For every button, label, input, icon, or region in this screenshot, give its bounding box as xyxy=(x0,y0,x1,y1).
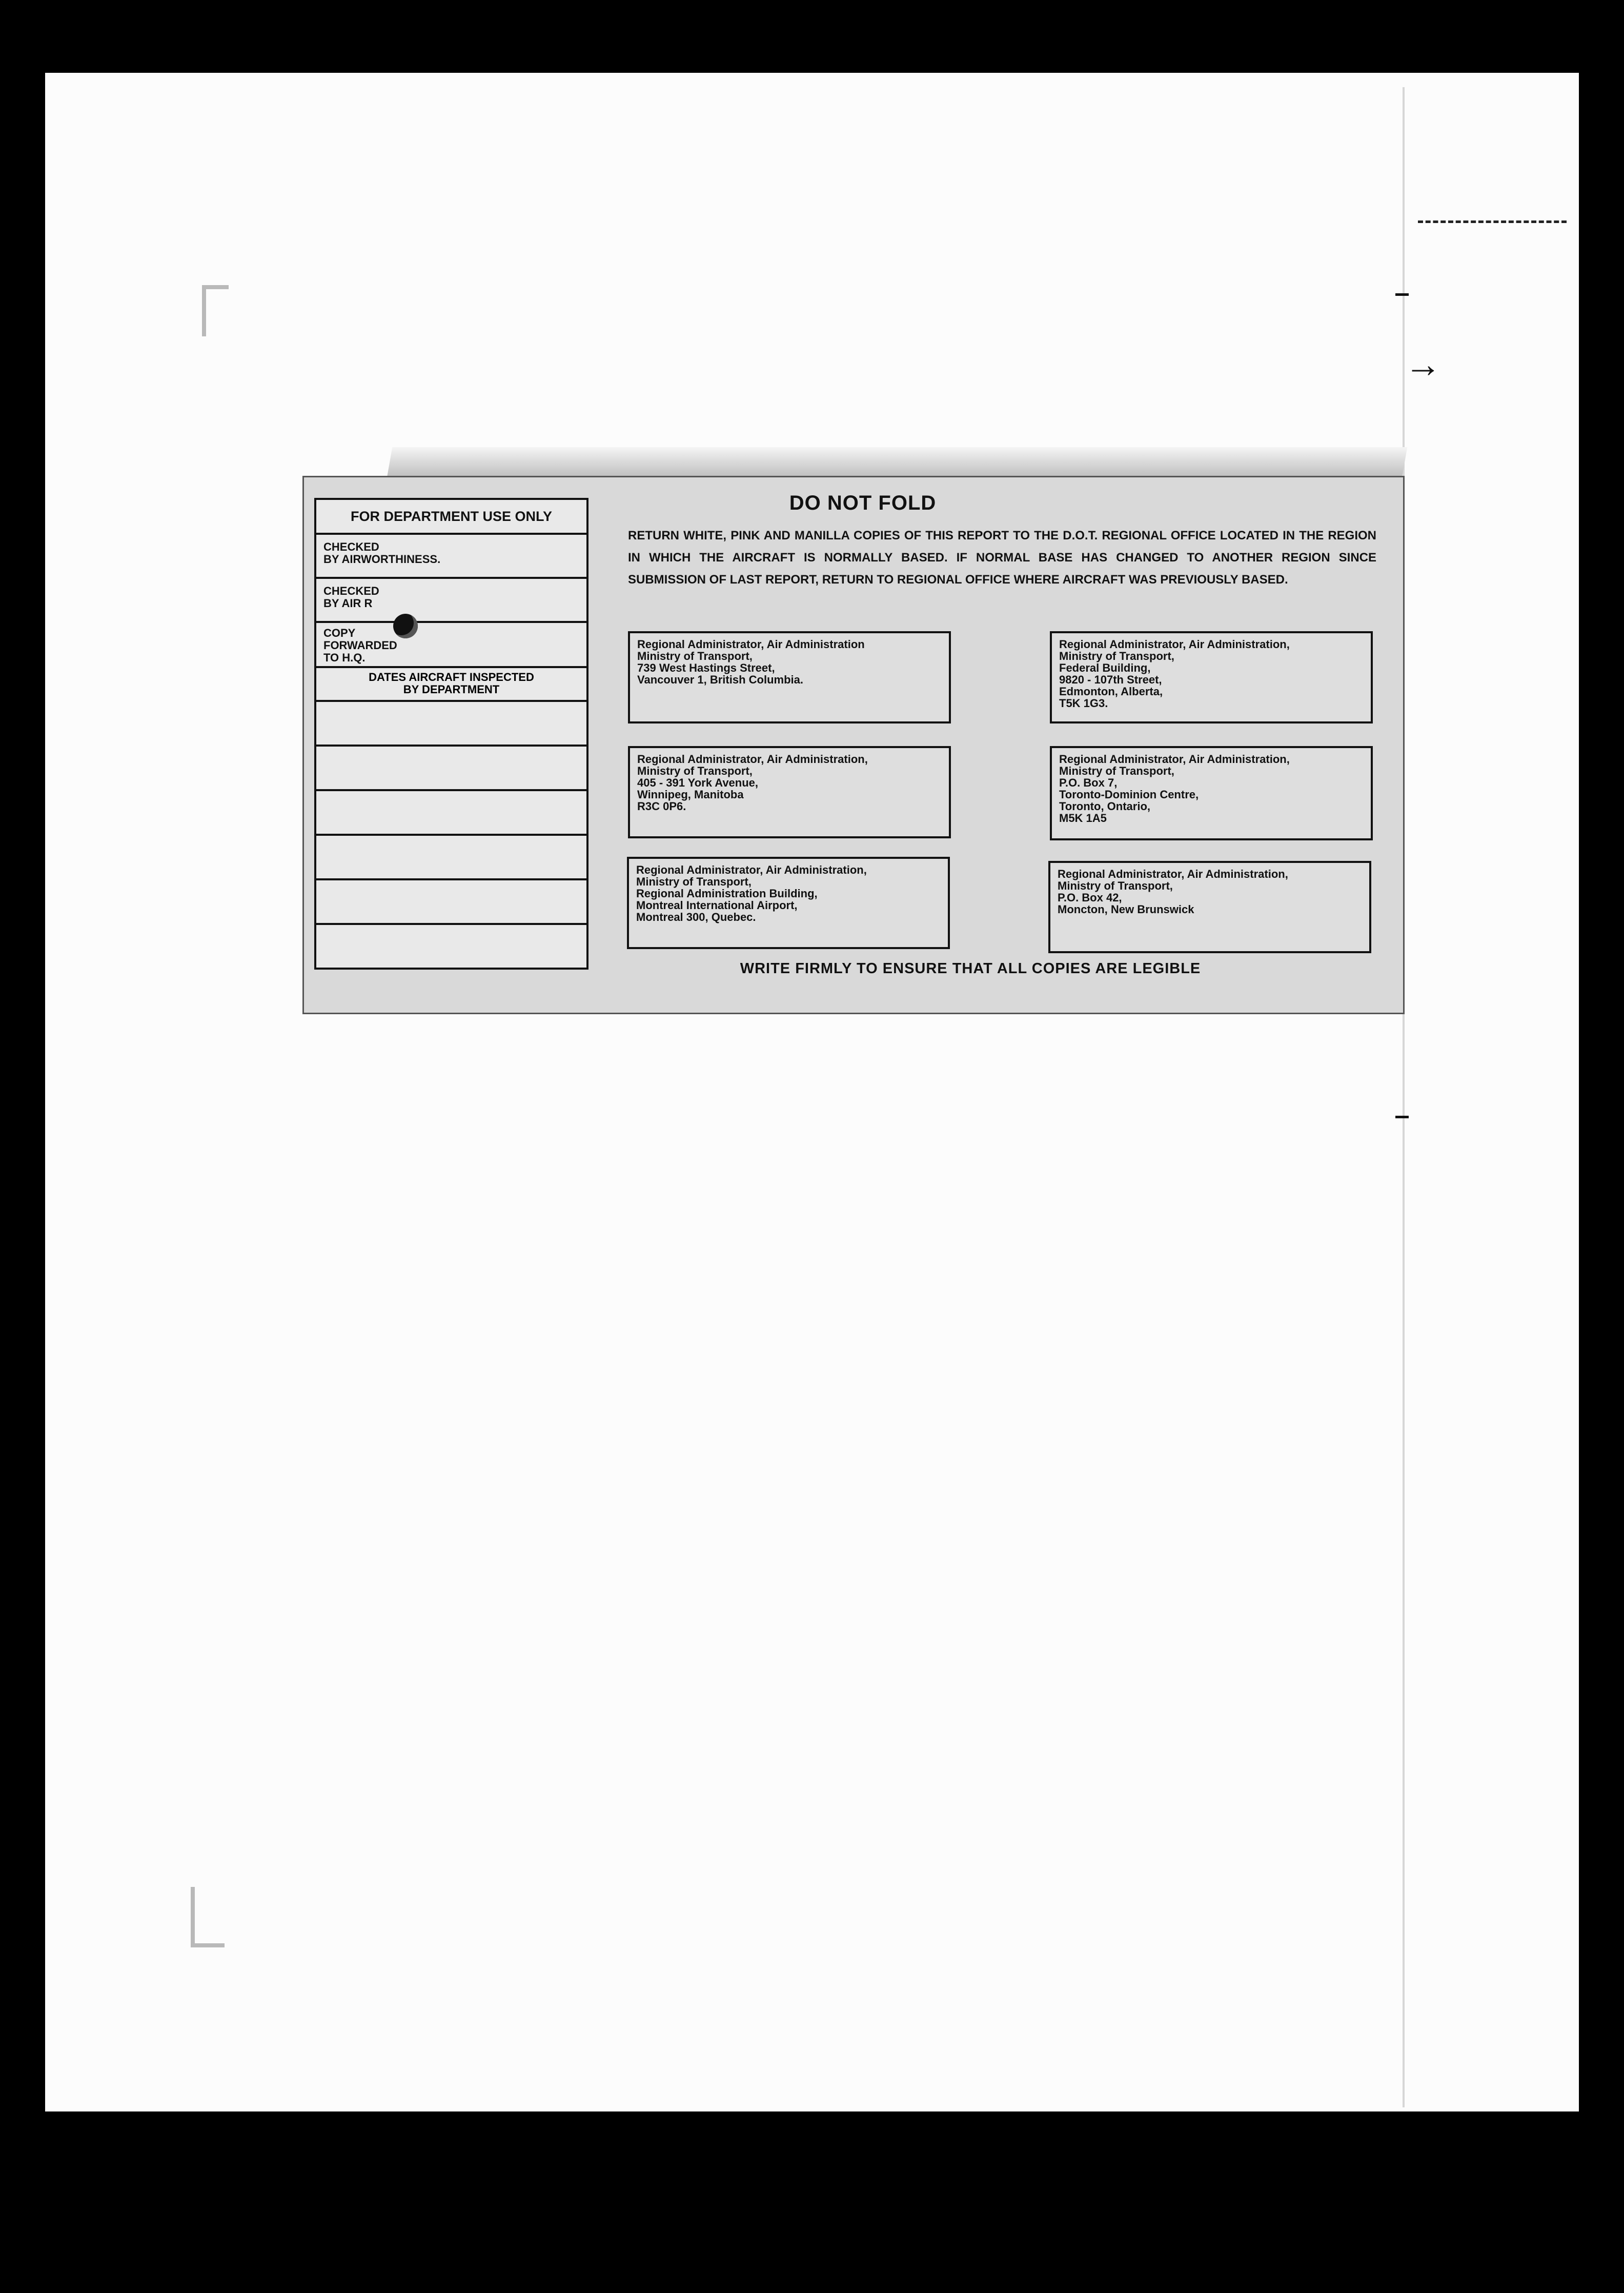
date-row xyxy=(316,880,586,925)
office-toronto: Regional Administrator, Air Administration, Ministry of Transport, P.O. Box 7, Toronto-Dominion Centre, Toronto, Ontario, M5K 1A5 xyxy=(1050,746,1373,840)
office-edmonton: Regional Administrator, Air Administration, Ministry of Transport, Federal Building, 9820 - 107th Street, Edmonton, Alberta, T5K 1G3. xyxy=(1050,631,1373,723)
crop-mark-top xyxy=(202,285,229,336)
date-row xyxy=(316,791,586,836)
return-instructions: RETURN WHITE, PINK AND MANILLA COPIES OF THIS REPORT TO THE D.O.T. REGIONAL OFFICE LOCATED IN THE REGION IN WHICH THE AIRCRAFT IS NORMALLY BASED. IF NORMAL BASE HAS CHANGED TO ANOTHER REGION SINCE SUBMISSION OF LAST REPORT, RETURN TO REGIONAL OFFICE WHERE AIRCRAFT WAS PREVIOUSLY BASED. xyxy=(628,529,1376,587)
copy-forwarded-field: COPY FORWARDED TO H.Q. xyxy=(316,623,586,668)
dashed-margin-mark xyxy=(1418,220,1567,223)
office-moncton: Regional Administrator, Air Administration, Ministry of Transport, P.O. Box 42, Moncton, New Brunswick xyxy=(1048,861,1371,953)
margin-tick-mark xyxy=(1395,1116,1409,1118)
scanned-page xyxy=(45,73,1579,2111)
department-use-header: FOR DEPARTMENT USE ONLY xyxy=(316,500,586,535)
office-winnipeg: Regional Administrator, Air Administration, Ministry of Transport, 405 - 391 York Avenue, Winnipeg, Manitoba R3C 0P6. xyxy=(628,746,951,838)
report-card xyxy=(302,476,1405,1014)
arrow-right-icon: → xyxy=(1405,344,1442,385)
card-torn-edge xyxy=(387,447,1408,478)
date-row xyxy=(316,836,586,880)
department-use-box xyxy=(314,498,588,970)
date-row xyxy=(316,702,586,747)
checked-airworthiness-field: CHECKED BY AIRWORTHINESS. xyxy=(316,535,586,579)
staple-hole xyxy=(393,614,418,638)
legibility-footer: WRITE FIRMLY TO ENSURE THAT ALL COPIES ARE LEGIBLE xyxy=(740,960,1201,977)
checked-air-regs-field: CHECKED BY AIR R xyxy=(316,579,586,623)
date-row xyxy=(316,747,586,791)
date-row xyxy=(316,925,586,970)
crop-mark-bottom xyxy=(191,1887,225,1947)
office-vancouver: Regional Administrator, Air Administration Ministry of Transport, 739 West Hastings Street, Vancouver 1, British Columbia. xyxy=(628,631,951,723)
dates-inspected-header: DATES AIRCRAFT INSPECTED BY DEPARTMENT xyxy=(316,668,586,702)
do-not-fold-title: DO NOT FOLD xyxy=(789,492,937,514)
margin-tick-mark xyxy=(1395,293,1409,296)
office-montreal: Regional Administrator, Air Administration, Ministry of Transport, Regional Administration Building, Montreal International Airport, Montreal 300, Quebec. xyxy=(627,857,950,949)
page-fold-line xyxy=(1403,87,1405,2107)
